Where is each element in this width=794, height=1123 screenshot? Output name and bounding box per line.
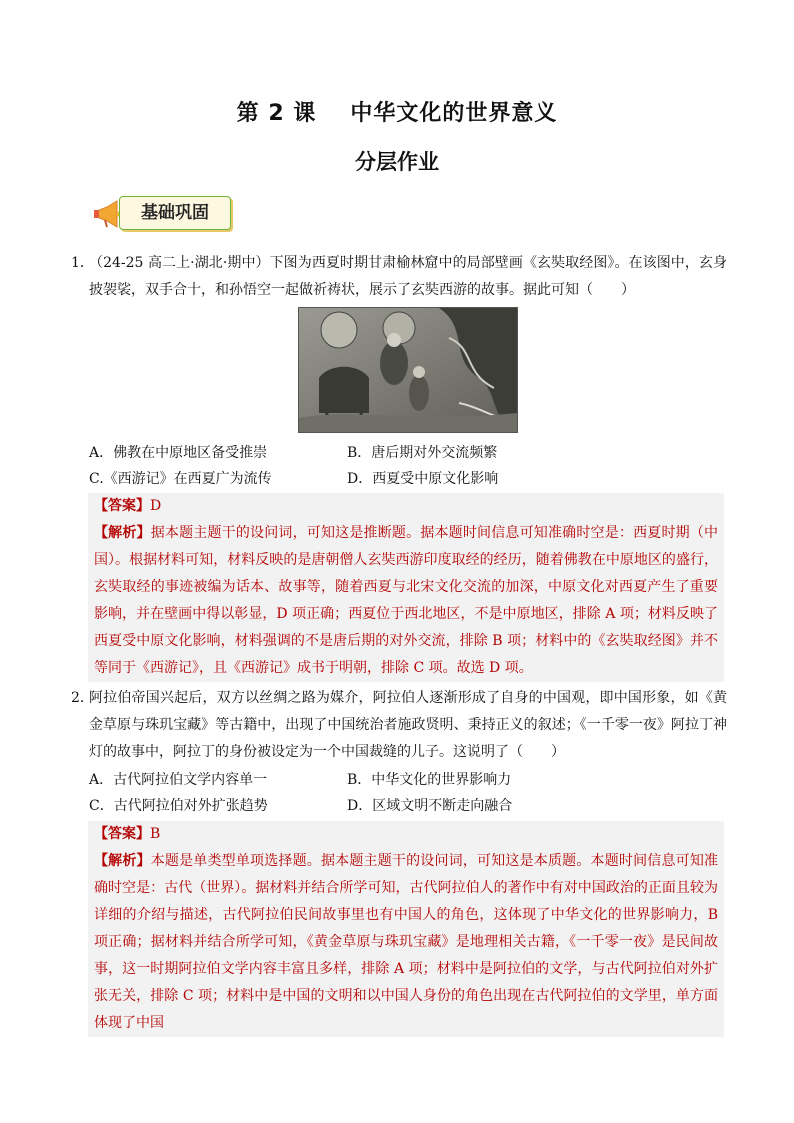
analysis	[94, 520, 718, 682]
lesson-title: 中华文化的世界意义	[350, 101, 558, 126]
answer-box-1	[88, 493, 724, 682]
mural-image	[298, 307, 518, 433]
question-stem: 阿拉伯帝国兴起后，双方以丝绸之路为媒介，阿拉伯人逐渐形成了自身的中国观，即中国形象，如《黄金草原与珠玑宝藏》等古籍中，出现了中国统治者施政贤明、秉持正义的叙述；《一千零一夜》阿拉丁神灯的故事中，阿拉丁的身份被设定为一个中国裁缝的儿子。这说明了（ ）	[89, 690, 727, 760]
question-2	[71, 685, 727, 766]
answer-value: B	[150, 826, 161, 842]
option-c[interactable]: C.《西游记》在西夏广为流传	[89, 471, 272, 487]
lesson-number: 第 2 课	[236, 101, 317, 126]
question-stem: （24-25 高二上·湖北·期中）下图为西夏时期甘肃榆林窟中的局部壁画《玄奘取经图》。在该图中，玄身披袈裟，双手合十，和孙悟空一起做祈祷状，展示了玄奘西游的故事。据此可知（ ）	[89, 255, 727, 298]
answer-box-2	[88, 821, 724, 1037]
analysis	[94, 848, 718, 1037]
answer-label: 【答案】	[94, 498, 150, 514]
answer-line	[94, 821, 718, 848]
option-a[interactable]: A．佛教在中原地区备受推崇	[89, 445, 268, 461]
question-1	[71, 250, 727, 304]
analysis-label: 【解析】	[94, 853, 151, 869]
analysis-text: 据本题主题干的设问词，可知这是推断题。据本题时间信息可知准确时空是：西夏时期（中国）。根据材料可知，材料反映的是唐朝僧人玄奘西游印度取经的经历，随着佛教在中原地区的盛行，玄奘取经的事迹被编为话本、故事等，随着西夏与北宋文化交流的加深，中原文化对西夏产生了重要影响，并在壁画中得以彰显，D 项正确；西夏位于西北地区，不是中原地区，排除 A 项；材料反映了西夏受中原文化影响，材料强调的不是唐后期的对外交流，排除 B 项；材料中的《玄奘取经图》并不等同于《西游记》，且《西游记》成书于明朝，排除 C 项。故选 D 项。	[94, 525, 719, 676]
analysis-label: 【解析】	[94, 525, 151, 541]
option-d[interactable]: D．区域文明不断走向融合	[347, 798, 513, 814]
answer-label: 【答案】	[94, 826, 150, 842]
question-number: 2．	[71, 690, 94, 706]
mural-picture	[299, 308, 517, 432]
page-subtitle: 分层作业	[355, 150, 439, 174]
answer-line	[94, 493, 718, 520]
section-label: 基础巩固	[119, 196, 231, 230]
question-1-options	[89, 440, 709, 494]
option-c[interactable]: C．古代阿拉伯对外扩张趋势	[89, 798, 268, 814]
page-title	[0, 96, 794, 127]
option-b[interactable]: B．唐后期对外交流频繁	[347, 445, 498, 461]
question-2-options	[89, 767, 709, 821]
option-d[interactable]: D．西夏受中原文化影响	[347, 471, 499, 487]
option-b[interactable]: B．中华文化的世界影响力	[347, 772, 512, 788]
option-a[interactable]: A．古代阿拉伯文学内容单一	[89, 772, 268, 788]
analysis-text: 本题是单类型单项选择题。据本题主题干的设问词，可知这是本质题。本题时间信息可知准确时空是：古代（世界）。据材料并结合所学可知，古代阿拉伯人的著作中有对中国政治的正面且较为详细的介绍与描述，古代阿拉伯民间故事里也有中国人的角色，这体现了中华文化的世界影响力，B 项正确；据材料并结合所学可知，《黄金草原与珠玑宝藏》是地理相关古籍，《一千零一夜》是民间故事，这一时期阿拉伯文学内容丰富且多样，排除 A 项；材料中是阿拉伯的文学，与古代阿拉伯对外扩张无关，排除 C 项；材料中是中国的文明和以中国人身份的角色出现在古代阿拉伯的文学里，单方面体现了中国	[94, 853, 719, 1031]
question-number: 1．	[71, 255, 94, 271]
answer-value: D	[150, 498, 162, 514]
section-header	[93, 195, 243, 235]
